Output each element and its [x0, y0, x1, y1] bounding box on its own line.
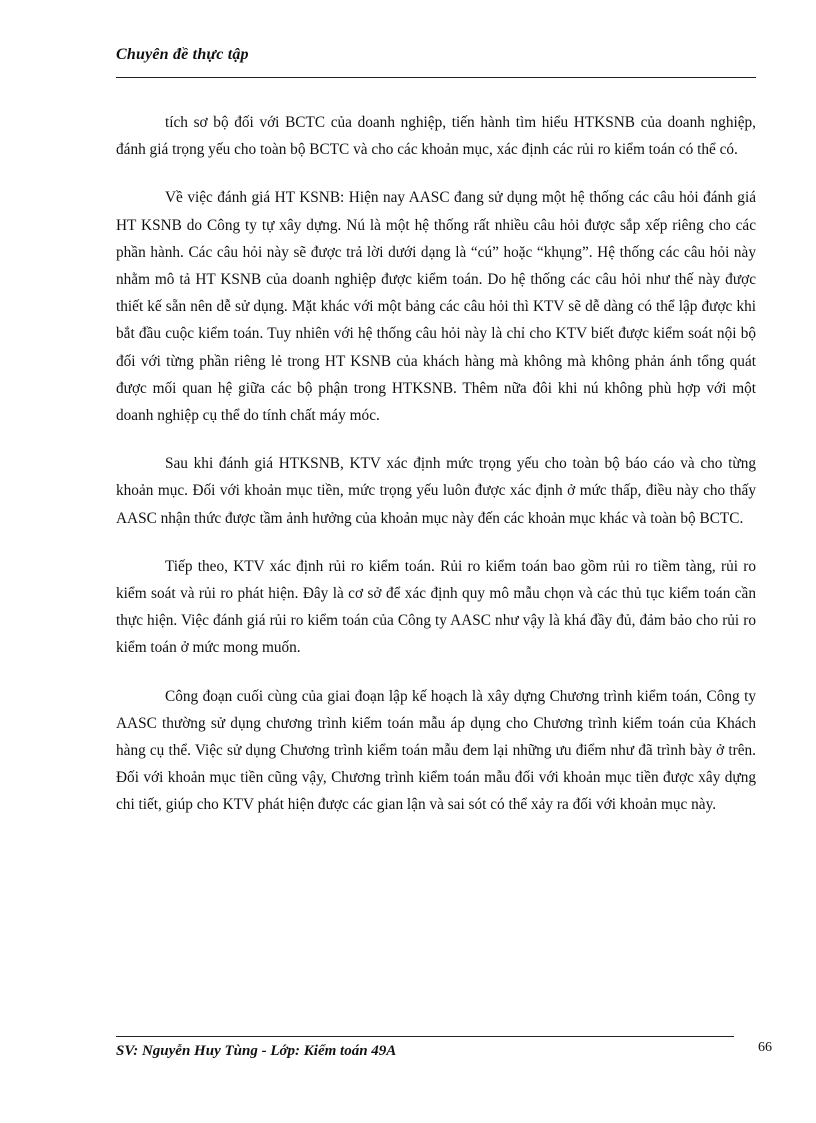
footer-author: SV: Nguyễn Huy Tùng - Lớp: Kiểm toán 49A — [116, 1043, 397, 1059]
paragraph-3: Sau khi đánh giá HTKSNB, KTV xác định mức trọng yếu cho toàn bộ báo cáo và cho từng khoản mục. Đối với khoản mục tiền, mức trọng yếu luôn được xác định ở mức thấp, điều này cho thấy AASC nhận thức được tầm ảnh hưởng của khoản mục này đến các khoản mục khác và toàn bộ BCTC. — [116, 455, 756, 527]
paragraph-2: Về việc đánh giá HT KSNB: Hiện nay AASC đang sử dụng một hệ thống các câu hỏi đánh giá HT KSNB do Công ty tự xây dựng. Nú là một hệ thống rất nhiều câu hỏi được sắp xếp riêng cho các phần hành. Các câu hỏi này sẽ được trả lời dưới dạng là “cú” hoặc “khụng”. Hệ thống các câu hỏi này nhằm mô tả HT KSNB của doanh nghiệp được kiểm toán. Do hệ thống các câu hỏi như thế này được thiết kế sẵn nên dễ sử dụng. Mặt khác với một bảng các câu hỏi thì KTV sẽ dễ dàng có thể lập được khi bắt đầu cuộc kiểm toán. Tuy nhiên với hệ thống câu hỏi này là chỉ cho KTV biết được kiểm soát nội bộ đối với từng phần riêng lẻ trong HT KSNB của khách hàng mà không mà không phản ánh tổng quát được mối quan hệ giữa các bộ phận trong HTKSNB. Thêm nữa đôi khi nú không phù hợp với một doanh nghiệp cụ thể do tính chất máy móc. — [116, 189, 756, 425]
page-header-title: Chuyên đề thực tập — [116, 46, 249, 63]
footer-divider — [116, 1036, 734, 1037]
paragraph-1: tích sơ bộ đối với BCTC của doanh nghiệp, tiến hành tìm hiểu HTKSNB của doanh nghiệp, đánh giá trọng yếu cho toàn bộ BCTC và cho các khoản mục, xác định các rủi ro kiểm toán có thể có. — [116, 114, 756, 159]
document-body — [116, 109, 756, 840]
page-number: 66 — [758, 1040, 772, 1055]
paragraph-4: Tiếp theo, KTV xác định rủi ro kiểm toán. Rủi ro kiểm toán bao gồm rủi ro tiềm tàng, rủi ro kiểm soát và rủi ro phát hiện. Đây là cơ sở để xác định quy mô mẫu chọn và các thủ tục kiểm toán cần thực hiện. Việc đánh giá rủi ro kiểm toán của Công ty AASC như vậy là khá đầy đủ, đảm bảo cho rủi ro kiểm toán ở mức mong muốn. — [116, 557, 756, 657]
paragraph-5: Công đoạn cuối cùng của giai đoạn lập kế hoạch là xây dựng Chương trình kiểm toán, Công ty AASC thường sử dụng chương trình kiểm toán mẫu áp dụng cho Chương trình kiểm toán của Khách hàng cụ thể. Việc sử dụng Chương trình kiểm toán mẫu đem lại những ưu điểm như đã trình bày ở trên. Đối với khoản mục tiền cũng vậy, Chương trình kiểm toán mẫu đối với khoản mục tiền được xây dựng chi tiết, giúp cho KTV phát hiện được các gian lận và sai sót có thể xảy ra đối với khoản mục này. — [116, 687, 756, 814]
header-divider — [116, 77, 756, 78]
